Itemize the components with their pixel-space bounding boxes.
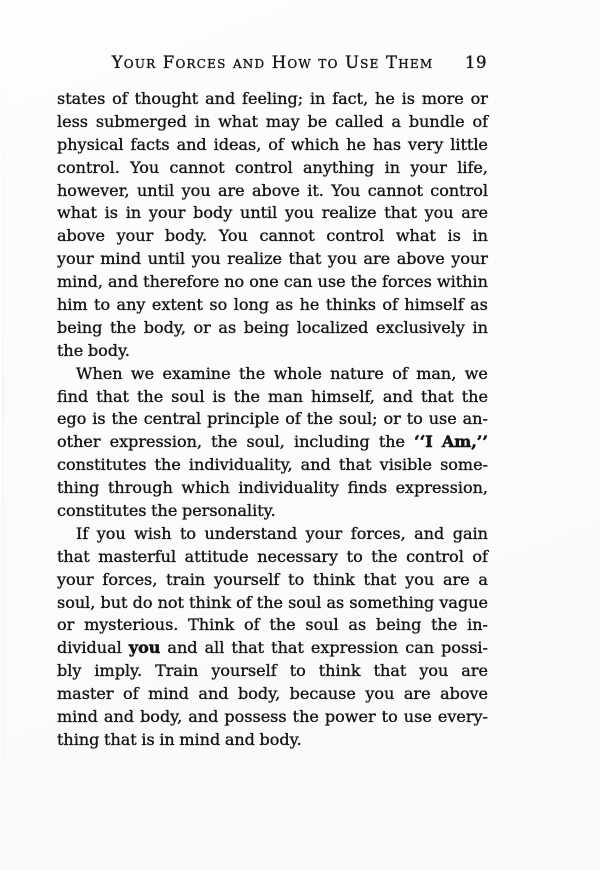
text-line <box>57 111 488 134</box>
word: to <box>179 523 197 543</box>
word: you <box>365 684 395 704</box>
word: above <box>440 684 488 704</box>
word: of <box>472 546 488 566</box>
word: as <box>275 295 294 315</box>
word: body <box>193 203 233 223</box>
word: control <box>326 226 385 246</box>
word: think <box>189 592 231 612</box>
word: understand <box>204 523 298 543</box>
word: the <box>233 386 260 406</box>
word: the <box>256 592 283 612</box>
paragraph <box>57 88 488 363</box>
word: being <box>375 615 422 635</box>
word: think <box>313 569 355 589</box>
word: power <box>324 707 376 727</box>
word: the <box>211 432 238 452</box>
word: are <box>461 661 488 681</box>
text-line <box>57 386 488 409</box>
text-line <box>57 569 488 592</box>
word: you <box>327 249 357 269</box>
word: feeling; <box>242 89 304 108</box>
word: as <box>470 295 488 315</box>
word: and <box>198 684 229 704</box>
word: be <box>307 111 328 131</box>
word: him <box>57 295 88 315</box>
word: you <box>285 203 314 223</box>
word: You <box>331 180 361 200</box>
word: principle <box>207 409 280 429</box>
word: body. <box>259 729 302 749</box>
word: an- <box>462 409 488 429</box>
word: possi- <box>441 638 488 658</box>
page-number: 19 <box>465 53 487 72</box>
word: thing <box>57 729 100 749</box>
word: constitutes <box>57 455 147 475</box>
word: ego <box>57 409 87 429</box>
word: fact, <box>332 89 369 108</box>
word: is <box>212 386 226 406</box>
word: that <box>231 638 265 658</box>
word: the <box>111 409 138 429</box>
word: has <box>372 134 402 154</box>
text-line <box>57 729 488 752</box>
word: what <box>395 226 436 246</box>
word: control <box>406 546 464 566</box>
word: can <box>283 272 313 292</box>
word: he <box>346 134 366 154</box>
word: called <box>335 111 384 131</box>
word: body, <box>143 317 186 337</box>
word: and <box>167 638 198 658</box>
word: of <box>382 295 398 315</box>
word: are <box>363 249 391 269</box>
word: your <box>116 226 154 246</box>
word: your <box>148 203 186 223</box>
word: he <box>299 295 320 315</box>
text-line <box>57 431 488 454</box>
word: the <box>461 386 488 406</box>
word: so <box>209 295 228 315</box>
word: above <box>251 180 300 200</box>
word: attitude <box>184 546 249 566</box>
word: think <box>318 661 361 681</box>
word: of <box>244 615 260 635</box>
word: mind <box>100 249 142 269</box>
word: visible <box>379 455 432 475</box>
word: cannot <box>169 157 225 177</box>
text-line <box>57 202 488 225</box>
word: necessary <box>257 546 339 566</box>
word: that <box>96 386 129 406</box>
word: extent <box>151 295 203 315</box>
word: the <box>57 340 84 360</box>
word: to <box>289 661 306 681</box>
word: realize <box>227 249 282 269</box>
text-line <box>57 592 488 615</box>
word: cannot <box>259 226 315 246</box>
word: facts <box>130 134 170 154</box>
running-head <box>57 52 488 73</box>
word: in- <box>467 615 488 635</box>
word: forces, <box>350 523 406 543</box>
word: ideas, <box>213 134 262 154</box>
word: a <box>478 569 488 589</box>
word: and <box>205 89 236 108</box>
word: soul <box>305 615 339 635</box>
word: until <box>240 203 278 223</box>
word: the <box>371 546 398 566</box>
text-line <box>57 706 488 729</box>
word: are <box>403 684 431 704</box>
word: to <box>94 295 111 315</box>
word: in <box>194 111 211 131</box>
word: of <box>112 89 128 108</box>
word: he <box>375 89 395 108</box>
word: above <box>57 226 105 246</box>
word: your <box>410 157 447 177</box>
word: therefore <box>143 272 220 292</box>
word: to <box>346 546 363 566</box>
word: through <box>107 478 173 498</box>
word: of <box>268 134 284 154</box>
word: examine <box>162 363 231 383</box>
word: as <box>348 615 367 635</box>
word: a <box>391 111 401 131</box>
word: you <box>128 638 161 658</box>
text-line <box>57 408 488 431</box>
text-line <box>57 271 488 294</box>
word: are <box>461 203 488 223</box>
word: finds <box>347 478 388 498</box>
word: use <box>317 272 346 292</box>
word: do <box>132 592 153 612</box>
word: masterful <box>98 546 177 566</box>
word: your <box>57 249 94 269</box>
word: in <box>159 729 175 749</box>
text-line <box>57 363 488 386</box>
word: gain <box>452 523 488 543</box>
word: mind <box>148 684 189 704</box>
text-line <box>57 340 488 363</box>
text-line <box>57 317 488 340</box>
word: body. <box>164 226 208 246</box>
word: soul <box>288 592 322 612</box>
word: exclusively <box>376 317 465 337</box>
word: the <box>269 615 296 635</box>
text-line <box>57 683 488 706</box>
text-line <box>57 88 488 111</box>
word: that <box>363 569 397 589</box>
word: we <box>464 363 488 383</box>
word: When <box>76 363 123 383</box>
word: you <box>191 249 221 269</box>
word: what <box>218 111 259 131</box>
word: mind <box>179 729 221 749</box>
word: himself, <box>311 386 375 406</box>
word: realize <box>321 203 377 223</box>
word: vague <box>439 592 488 612</box>
word: what <box>57 203 97 223</box>
word: Train <box>155 661 199 681</box>
word: mind <box>57 707 98 727</box>
word: himself <box>404 295 464 315</box>
text-line <box>57 660 488 683</box>
word: you <box>181 180 211 200</box>
word: that <box>373 661 407 681</box>
word: because <box>289 684 356 704</box>
word: yourself <box>214 569 280 589</box>
word: that <box>57 546 90 566</box>
word: the <box>431 615 458 635</box>
word: are <box>217 180 245 200</box>
word: body, <box>140 707 183 727</box>
word: soul, <box>57 592 96 612</box>
text-line <box>57 134 488 157</box>
word: as <box>326 592 345 612</box>
word: it. <box>307 180 324 200</box>
word: in <box>309 89 326 108</box>
word: of <box>236 592 252 612</box>
word: If <box>76 523 89 543</box>
word: in <box>472 226 488 246</box>
word: of <box>392 363 408 383</box>
word: control <box>430 180 488 200</box>
word: or <box>470 89 488 108</box>
word: Am,’’ <box>441 432 488 452</box>
word: but <box>100 592 128 612</box>
word: bundle <box>408 111 465 131</box>
word: the <box>378 432 406 452</box>
word: of <box>285 409 301 429</box>
word: yourself <box>211 661 277 681</box>
word: in <box>472 317 488 337</box>
word: the <box>306 409 333 429</box>
word: until <box>147 249 185 269</box>
word: expression, <box>395 478 488 498</box>
word: expression <box>310 638 399 658</box>
word: is <box>401 89 415 108</box>
word: mysterious. <box>84 615 179 635</box>
word: you <box>405 569 435 589</box>
word: soul, <box>246 432 285 452</box>
scan-edge-artifact <box>3 0 4 870</box>
word: and <box>176 134 207 154</box>
word: Think <box>188 615 235 635</box>
word: no <box>224 272 245 292</box>
word: personality. <box>181 501 276 521</box>
word: little <box>450 134 488 154</box>
text-line <box>57 180 488 203</box>
word: imply. <box>94 661 143 681</box>
word: is <box>447 226 461 246</box>
word: in <box>125 203 142 223</box>
word: less <box>57 111 89 131</box>
word: train <box>166 569 206 589</box>
word: to <box>406 409 423 429</box>
word: bly <box>57 661 82 681</box>
text-line <box>57 248 488 271</box>
word: all <box>204 638 225 658</box>
word: to <box>288 569 305 589</box>
text-column <box>57 52 488 752</box>
word: very <box>408 134 444 154</box>
word: in <box>384 157 401 177</box>
word: to <box>381 707 398 727</box>
text-line <box>57 294 488 317</box>
word: the <box>151 501 178 521</box>
word: may <box>265 111 300 131</box>
running-head-title: Your Forces and How to Use Them <box>111 53 434 72</box>
word: soul; <box>338 409 378 429</box>
word: the <box>136 386 164 406</box>
word: control. <box>57 157 120 177</box>
word: including <box>293 432 370 452</box>
word: central <box>143 409 202 429</box>
word: and <box>224 729 255 749</box>
word: individuality <box>238 478 340 498</box>
word: ‘‘I <box>414 432 433 452</box>
word: individuality, <box>188 455 293 475</box>
word: the <box>154 455 181 475</box>
word: and <box>382 386 413 406</box>
word: within <box>436 272 488 292</box>
word: control <box>234 157 293 177</box>
word: that <box>421 386 454 406</box>
word: is <box>104 203 118 223</box>
word: the <box>350 272 377 292</box>
word: or <box>193 317 211 337</box>
word: physical <box>57 134 124 154</box>
word: that <box>338 455 372 475</box>
word: as <box>218 317 237 337</box>
word: which <box>290 134 340 154</box>
word: submerged <box>95 111 187 131</box>
word: your <box>451 249 488 269</box>
word: You <box>130 157 160 177</box>
word: one <box>249 272 279 292</box>
text-line <box>57 546 488 569</box>
word: thought <box>134 89 199 108</box>
word: nature <box>330 363 384 383</box>
word: long <box>233 295 269 315</box>
word: is <box>92 409 106 429</box>
word: above <box>396 249 445 269</box>
word: that <box>104 729 137 749</box>
word: life, <box>457 157 488 177</box>
word: we <box>130 363 155 383</box>
word: your <box>57 569 94 589</box>
word: and <box>108 272 139 292</box>
word: you <box>424 203 454 223</box>
text-line <box>57 614 488 637</box>
word: forces <box>381 272 432 292</box>
word: your <box>305 523 343 543</box>
word: being <box>243 317 290 337</box>
word: you <box>419 661 449 681</box>
word: that <box>288 249 322 269</box>
word: every- <box>437 707 488 727</box>
word: any <box>116 295 146 315</box>
word: soul <box>171 386 205 406</box>
text-line <box>57 157 488 180</box>
word: mind, <box>57 272 103 292</box>
word: of <box>472 111 488 131</box>
word: or <box>57 615 75 635</box>
paragraph <box>57 523 488 752</box>
word: man <box>268 386 304 406</box>
word: the <box>109 317 137 337</box>
word: forces, <box>102 569 158 589</box>
word: anything <box>303 157 375 177</box>
word: other <box>57 432 101 452</box>
word: find <box>57 386 89 406</box>
word: some- <box>440 455 488 475</box>
text-line <box>57 500 488 523</box>
word: You <box>218 226 248 246</box>
word: you <box>96 523 126 543</box>
word: of <box>122 684 139 704</box>
text-line <box>57 454 488 477</box>
text-line <box>57 477 488 500</box>
word: man, <box>416 363 457 383</box>
word: and <box>414 523 445 543</box>
word: constitutes <box>57 501 147 521</box>
word: something <box>349 592 435 612</box>
word: that <box>271 638 304 658</box>
word: that <box>384 203 417 223</box>
word: localized <box>296 317 369 337</box>
word: body, <box>238 684 281 704</box>
word: until <box>136 180 175 200</box>
word: body. <box>87 340 130 360</box>
word: master <box>57 684 114 704</box>
word: the <box>238 363 266 383</box>
word: thing <box>57 478 100 498</box>
word: wish <box>134 523 172 543</box>
word: and <box>103 707 134 727</box>
word: whole <box>273 363 322 383</box>
text-line <box>57 523 488 546</box>
word: the <box>292 707 319 727</box>
word: states <box>57 89 106 108</box>
text-line <box>57 225 488 248</box>
word: are <box>442 569 470 589</box>
word: thinks <box>325 295 376 315</box>
word: cannot <box>367 180 423 200</box>
word: however, <box>57 180 130 200</box>
word: use <box>428 409 457 429</box>
word: expression, <box>109 432 203 452</box>
word: which <box>181 478 230 498</box>
text-line <box>57 637 488 660</box>
word: or <box>383 409 401 429</box>
word: not <box>157 592 184 612</box>
word: can <box>405 638 435 658</box>
page-body <box>57 88 488 752</box>
word: and <box>300 455 331 475</box>
word: possess <box>224 707 287 727</box>
word: is <box>141 729 155 749</box>
paragraph <box>57 363 488 523</box>
word: more <box>421 89 464 108</box>
word: dividual <box>57 638 122 658</box>
word: use <box>403 707 432 727</box>
word: being <box>57 317 103 337</box>
word: and <box>188 707 219 727</box>
